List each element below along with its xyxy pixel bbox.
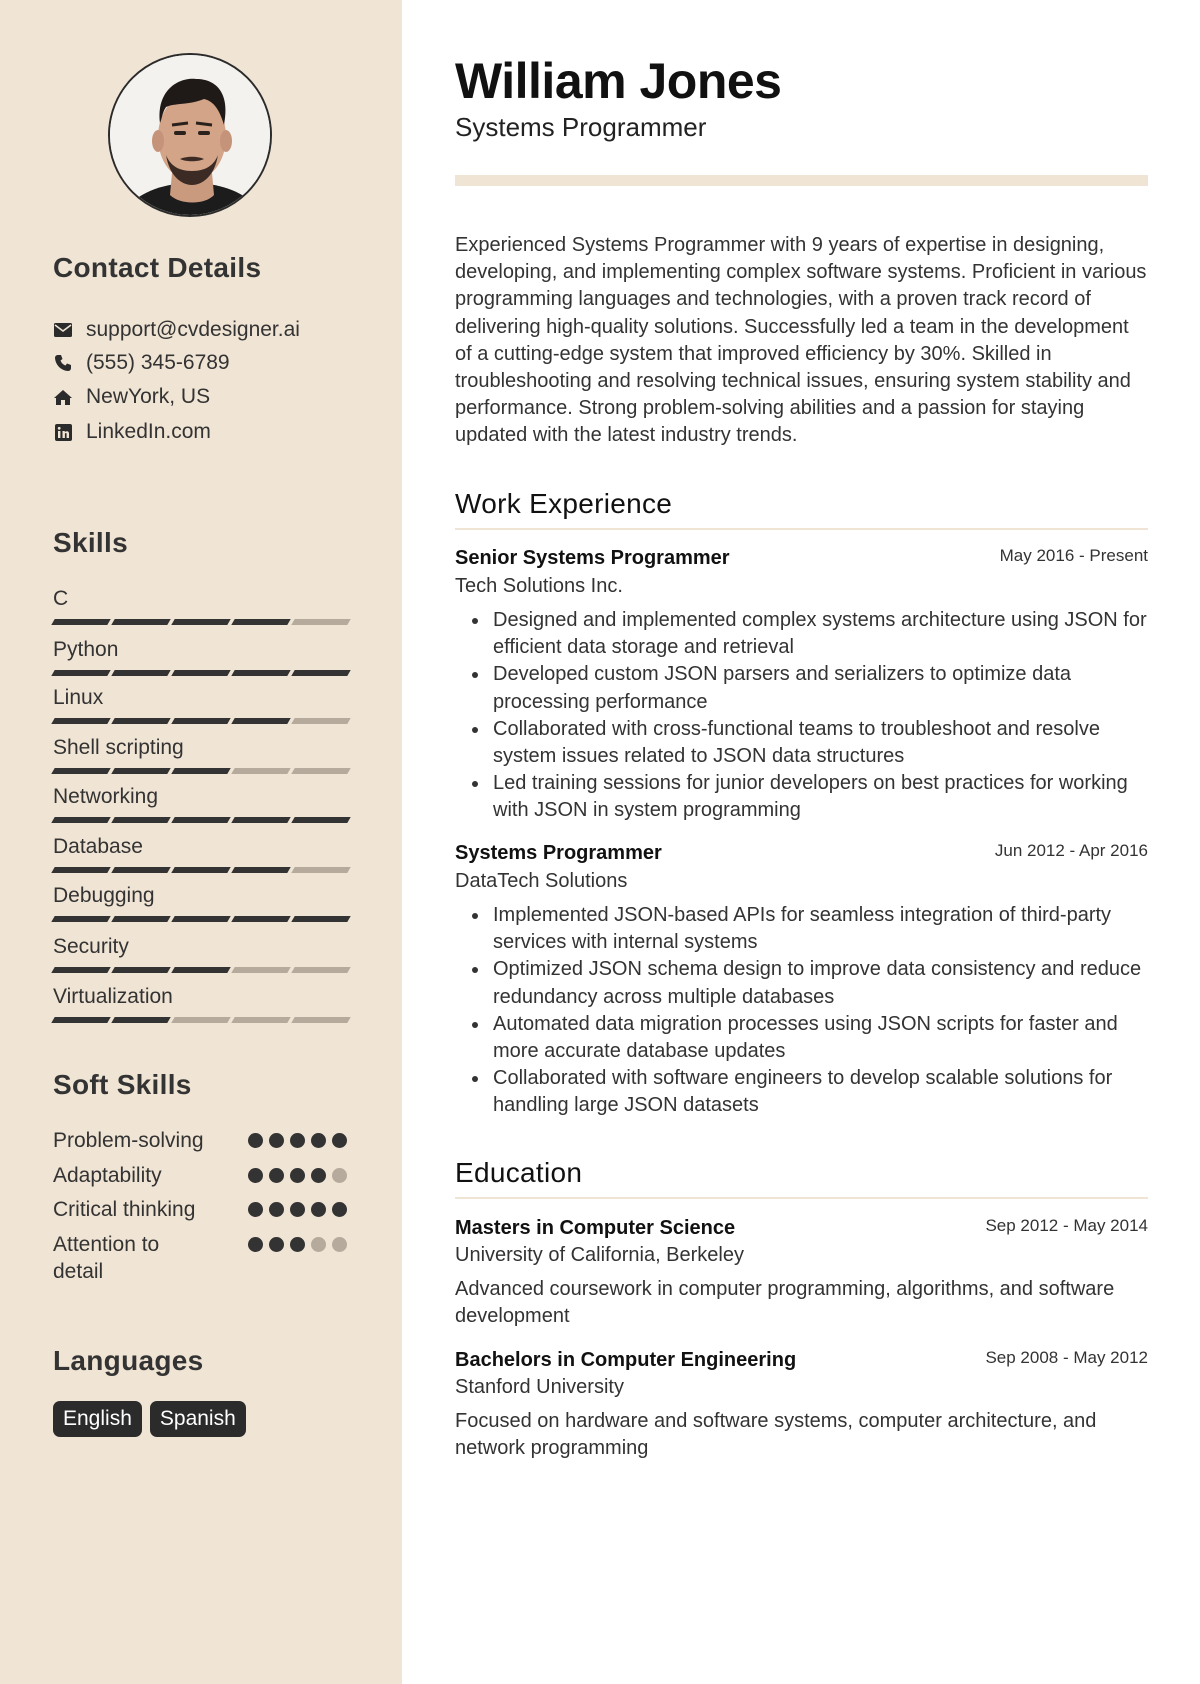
skill-level-segment: [111, 867, 170, 873]
skill-name: Python: [53, 638, 119, 661]
skill-level-segment: [111, 817, 170, 823]
skill-level-segment: [231, 718, 290, 724]
rating-dot: [269, 1202, 284, 1217]
list-item: Designed and implemented complex systems architecture using JSON for efficient data storage and retrieval: [455, 607, 1148, 661]
skill-level-segment: [231, 1017, 290, 1023]
skill-level-segment: [291, 619, 350, 625]
soft-skill-rating: [248, 1202, 347, 1217]
avatar: [110, 55, 272, 217]
skill-level-segment: [231, 670, 290, 676]
skill-level-bar: [53, 619, 349, 625]
skill-level-segment: [51, 768, 110, 774]
skill-name: C: [53, 587, 69, 610]
skill-name: Linux: [53, 686, 104, 709]
profile-photo: [108, 53, 272, 217]
skill-item: [53, 835, 349, 873]
main-content: [455, 0, 1148, 1684]
language-pill: English: [53, 1401, 142, 1437]
rating-dot: [311, 1237, 326, 1252]
skill-name: Security: [53, 935, 129, 958]
degree-school-2: Stanford University: [455, 1376, 624, 1398]
skill-level-segment: [291, 718, 350, 724]
list-item: Collaborated with cross-functional teams to troubleshoot and resolve system issues related to JSON data structures: [455, 716, 1148, 770]
skill-level-segment: [111, 768, 170, 774]
contact-linkedin[interactable]: [53, 418, 211, 446]
skill-level-segment: [291, 967, 350, 973]
work-heading: Work Experience: [455, 488, 673, 519]
soft-skill-item: [53, 1162, 349, 1189]
soft-skill-item: [53, 1196, 349, 1223]
skill-level-segment: [231, 817, 290, 823]
list-item: Automated data migration processes using JSON scripts for faster and more accurate database updates: [455, 1011, 1148, 1065]
contact-email[interactable]: [53, 316, 300, 344]
skill-level-segment: [171, 817, 230, 823]
work-divider: [455, 528, 1148, 530]
skill-level-segment: [51, 1017, 110, 1023]
skill-name: Database: [53, 835, 143, 858]
skill-level-segment: [231, 967, 290, 973]
skill-level-segment: [291, 817, 350, 823]
skill-level-segment: [291, 916, 350, 922]
skill-level-segment: [291, 768, 350, 774]
skill-name: Networking: [53, 785, 159, 808]
contact-heading: Contact Details: [53, 252, 262, 283]
degree-title-2: Bachelors in Computer Engineering: [455, 1349, 797, 1371]
linkedin-icon: [53, 422, 73, 442]
skill-level-segment: [51, 967, 110, 973]
languages-heading: Languages: [53, 1345, 204, 1376]
candidate-name: William Jones: [455, 53, 782, 109]
skill-level-segment: [171, 916, 230, 922]
degree-desc-2: Focused on hardware and software systems, computer architecture, and network programming: [455, 1410, 1097, 1460]
rating-dot: [311, 1168, 326, 1183]
skill-item: [53, 935, 349, 973]
list-item: Optimized JSON schema design to improve data consistency and reduce redundancy across multiple databases: [455, 956, 1148, 1010]
degree-dates-2: Sep 2008 - May 2012: [985, 1348, 1148, 1367]
contact-phone[interactable]: [53, 349, 230, 377]
job-title-1: Senior Systems Programmer: [455, 547, 730, 569]
rating-dot: [311, 1202, 326, 1217]
soft-skill-name: Problem-solving: [53, 1129, 204, 1152]
sidebar: [0, 0, 402, 1684]
skill-level-segment: [231, 768, 290, 774]
job-dates-2: Jun 2012 - Apr 2016: [994, 841, 1148, 860]
soft-skill-name: Adaptability: [53, 1164, 162, 1187]
skill-level-segment: [171, 967, 230, 973]
job-dates-1: May 2016 - Present: [999, 546, 1148, 565]
rating-dot: [290, 1237, 305, 1252]
skill-item: [53, 884, 349, 922]
list-item: Developed custom JSON parsers and serializers to optimize data processing performance: [455, 661, 1148, 715]
skill-level-segment: [231, 916, 290, 922]
rating-dot: [311, 1133, 326, 1148]
skill-level-segment: [291, 867, 350, 873]
soft-skill-item: [53, 1231, 349, 1285]
soft-skill-name: Attention to detail: [53, 1233, 160, 1283]
skill-level-segment: [51, 670, 110, 676]
language-pill: Spanish: [150, 1401, 246, 1437]
skill-level-bar: [53, 967, 349, 973]
skill-level-segment: [111, 718, 170, 724]
job-title-2: Systems Programmer: [455, 842, 662, 864]
job-bullets-1: [455, 607, 1148, 825]
soft-skill-rating: [248, 1168, 347, 1183]
rating-dot: [248, 1202, 263, 1217]
skill-level-segment: [51, 817, 110, 823]
summary-text: Experienced Systems Programmer with 9 years of expertise in designing, developing, and implementing complex software systems. Proficient in various programming languages and technologies, with a proven track record of delivering high-quality solutions. Successfully led a team in the development of a cutting-edge system that improved efficiency by 30%. Skilled in troubleshooting and resolving technical issues, ensuring system stability and performance. Strong problem-solving abilities and a passion for staying updated with the latest industry trends.: [455, 234, 1147, 447]
rating-dot: [269, 1237, 284, 1252]
skill-name: Shell scripting: [53, 736, 184, 759]
skill-item: [53, 736, 349, 774]
envelope-icon: [53, 320, 73, 340]
rating-dot: [269, 1133, 284, 1148]
soft-skill-rating: [248, 1237, 347, 1252]
rating-dot: [290, 1168, 305, 1183]
skill-item: [53, 686, 349, 724]
skill-level-segment: [111, 967, 170, 973]
skill-level-segment: [171, 1017, 230, 1023]
contact-location: [53, 383, 210, 411]
rating-dot: [332, 1237, 347, 1252]
skill-level-segment: [51, 916, 110, 922]
skill-level-segment: [171, 768, 230, 774]
list-item: Implemented JSON-based APIs for seamless integration of third-party services with internal systems: [455, 902, 1148, 956]
skill-level-segment: [291, 1017, 350, 1023]
job-company-1: Tech Solutions Inc.: [455, 575, 623, 597]
skill-level-bar: [53, 718, 349, 724]
rating-dot: [269, 1168, 284, 1183]
skill-level-bar: [53, 817, 349, 823]
contact-linkedin-text: LinkedIn.com: [86, 420, 211, 443]
skill-level-segment: [231, 619, 290, 625]
skill-level-bar: [53, 1017, 349, 1023]
skills-heading: Skills: [53, 527, 128, 558]
skill-level-segment: [111, 1017, 170, 1023]
soft-skill-rating: [248, 1133, 347, 1148]
skill-level-segment: [51, 867, 110, 873]
skill-name: Virtualization: [53, 985, 173, 1008]
soft-skills-heading: Soft Skills: [53, 1069, 192, 1100]
degree-school-1: University of California, Berkeley: [455, 1244, 744, 1266]
rating-dot: [332, 1168, 347, 1183]
contact-phone-text: (555) 345-6789: [86, 351, 230, 374]
phone-icon: [53, 353, 73, 373]
contact-location-text: NewYork, US: [86, 385, 211, 408]
skill-item: [53, 985, 349, 1023]
skill-item: [53, 638, 349, 676]
degree-title-1: Masters in Computer Science: [455, 1217, 736, 1239]
soft-skill-name: Critical thinking: [53, 1198, 196, 1221]
header-divider: [455, 175, 1148, 186]
contact-email-text: support@cvdesigner.ai: [86, 318, 300, 341]
skill-level-segment: [171, 718, 230, 724]
skill-level-segment: [231, 867, 290, 873]
skill-level-bar: [53, 768, 349, 774]
skill-level-segment: [111, 916, 170, 922]
skill-level-segment: [171, 670, 230, 676]
rating-dot: [248, 1237, 263, 1252]
education-divider: [455, 1197, 1148, 1199]
skill-level-segment: [171, 867, 230, 873]
education-heading: Education: [455, 1157, 583, 1188]
skill-level-segment: [51, 718, 110, 724]
skill-level-segment: [111, 619, 170, 625]
list-item: Led training sessions for junior developers on best practices for working with JSON in system programming: [455, 770, 1148, 824]
skill-item: [53, 587, 349, 625]
list-item: Collaborated with software engineers to develop scalable solutions for handling large JSON datasets: [455, 1065, 1148, 1119]
skill-level-segment: [291, 670, 350, 676]
skill-level-bar: [53, 916, 349, 922]
candidate-title: Systems Programmer: [455, 112, 707, 142]
skill-level-segment: [111, 670, 170, 676]
rating-dot: [248, 1133, 263, 1148]
rating-dot: [248, 1168, 263, 1183]
soft-skill-item: [53, 1127, 349, 1154]
rating-dot: [290, 1133, 305, 1148]
home-icon: [53, 387, 73, 407]
degree-desc-1: Advanced coursework in computer programming, algorithms, and software development: [455, 1278, 1115, 1328]
skill-level-segment: [171, 619, 230, 625]
skill-level-bar: [53, 670, 349, 676]
skill-item: [53, 785, 349, 823]
job-company-2: DataTech Solutions: [455, 870, 628, 892]
skill-name: Debugging: [53, 884, 155, 907]
skill-level-segment: [51, 619, 110, 625]
languages-list: [53, 1401, 246, 1437]
rating-dot: [332, 1133, 347, 1148]
degree-dates-1: Sep 2012 - May 2014: [985, 1216, 1148, 1235]
rating-dot: [332, 1202, 347, 1217]
skill-level-bar: [53, 867, 349, 873]
job-bullets-2: [455, 902, 1148, 1120]
rating-dot: [290, 1202, 305, 1217]
